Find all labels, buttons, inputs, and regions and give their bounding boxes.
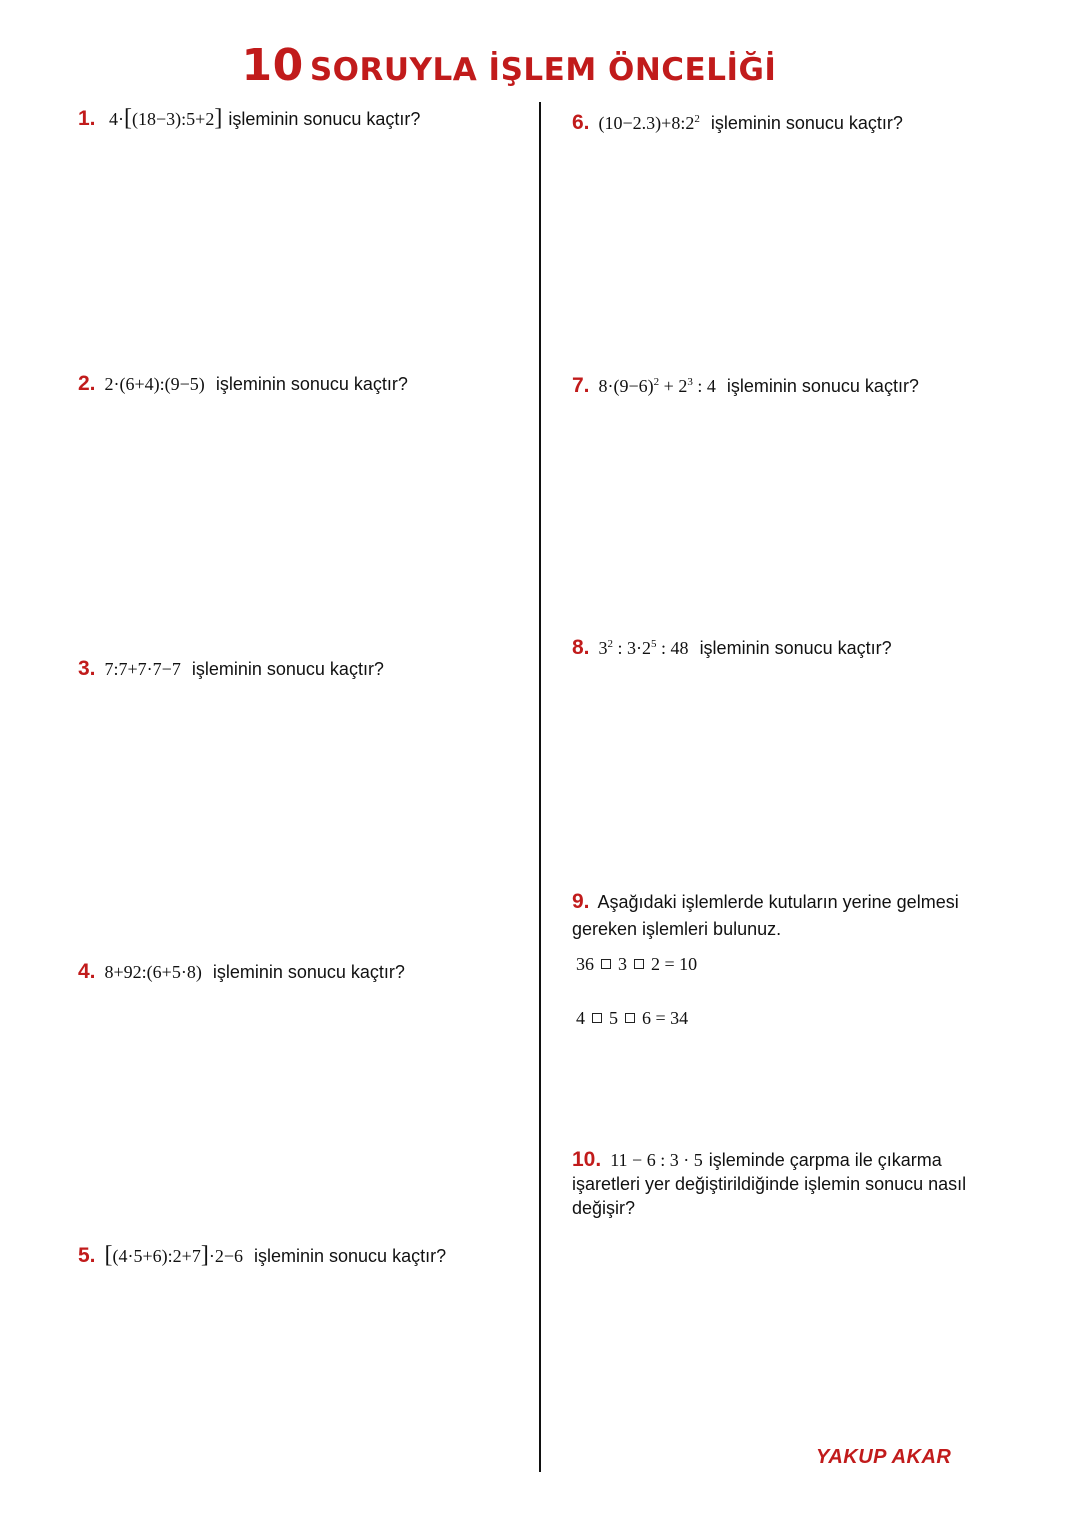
question-text: işaretleri yer değiştirildiğinde işlemin sonucu nasıl <box>572 1174 967 1194</box>
question-7 <box>572 369 919 399</box>
question-number: 7. <box>572 374 590 397</box>
question-text: işleminin sonucu kaçtır? <box>212 962 405 982</box>
question-10 <box>572 1148 992 1220</box>
math-expression: 7:7+7·7−7 <box>104 659 181 679</box>
question-text: değişir? <box>572 1198 636 1218</box>
question-4 <box>78 959 405 985</box>
question-text: işleminin sonucu kaçtır? <box>191 659 384 679</box>
question-8 <box>572 631 892 661</box>
answer-box[interactable] <box>625 1013 635 1023</box>
title-text: SORUYLA İŞLEM ÖNCELİĞİ <box>309 52 777 88</box>
column-divider <box>539 102 541 1472</box>
question-number: 1. <box>78 107 96 130</box>
math-expression: [(4·5+6):2+7]·2−6 <box>104 1242 243 1268</box>
question-number: 8. <box>572 636 590 659</box>
question-3 <box>78 656 384 682</box>
question-number: 10. <box>572 1148 602 1171</box>
question-9 <box>572 889 992 943</box>
question-text: gereken işlemleri bulunuz. <box>572 919 782 939</box>
question-number: 6. <box>572 111 590 134</box>
question-number: 3. <box>78 657 96 680</box>
answer-box[interactable] <box>592 1013 602 1023</box>
question-text: Aşağıdaki işlemlerde kutuların yerine gelmesi <box>597 892 959 912</box>
question-text: işleminde çarpma ile çıkarma <box>708 1150 942 1170</box>
question-number: 4. <box>78 960 96 983</box>
answer-box[interactable] <box>601 959 611 969</box>
math-expression: 8+92:(6+5·8) <box>104 962 202 982</box>
question-number: 2. <box>78 372 96 395</box>
equation-2: 4 5 6 = 34 <box>576 1008 689 1028</box>
math-expression: 2·(6+4):(9−5) <box>104 374 205 394</box>
question-1 <box>78 106 420 132</box>
question-text: işleminin sonucu kaçtır? <box>699 638 892 658</box>
question-number: 9. <box>572 890 590 913</box>
math-expression: $3^2$ : $3\cdot 2^5$ : 48 <box>598 638 689 658</box>
math-expression: $8\cdot(9-6)^2 + 2^3$ : 4 <box>598 376 716 396</box>
author-name: YAKUP AKAR <box>816 1446 952 1468</box>
question-text: işleminin sonucu kaçtır? <box>710 113 903 133</box>
question-text: işleminin sonucu kaçtır? <box>228 109 421 129</box>
question-6 <box>572 106 903 136</box>
equation-1: 36 3 2 = 10 <box>576 954 698 974</box>
page-title <box>0 40 1018 91</box>
question-number: 5. <box>78 1244 96 1267</box>
question-2 <box>78 371 408 397</box>
question-text: işleminin sonucu kaçtır? <box>726 376 919 396</box>
question-text: işleminin sonucu kaçtır? <box>215 374 408 394</box>
math-expression: 11 − 6 : 3 · 5 <box>610 1150 703 1170</box>
title-number: 10 <box>241 40 304 91</box>
question-5 <box>78 1243 446 1269</box>
math-expression: 4·[(18−3):5+2] <box>104 105 223 131</box>
answer-box[interactable] <box>634 959 644 969</box>
math-expression: $(10-2.3)+8:2^2$ <box>598 113 700 133</box>
question-text: işleminin sonucu kaçtır? <box>254 1246 447 1266</box>
